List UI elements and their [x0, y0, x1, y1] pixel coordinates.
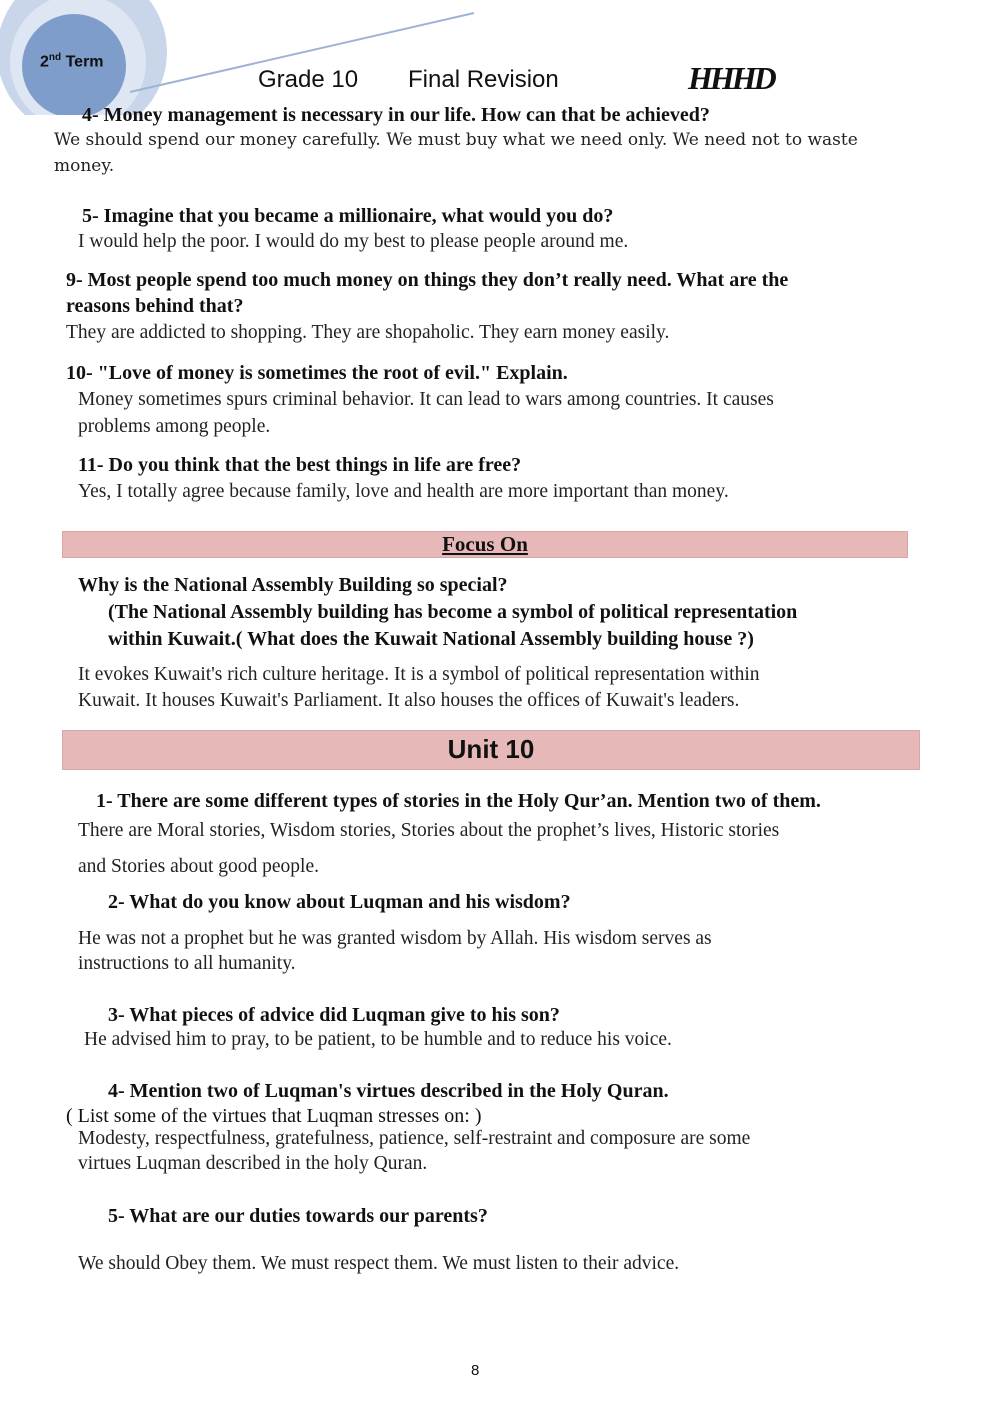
- term-label: Term: [65, 53, 104, 71]
- question-note: ( List some of the virtues that Luqman stresses on: ): [66, 1105, 482, 1127]
- answer-line: Yes, I totally agree because family, love and health are more important than money.: [78, 481, 729, 502]
- page-number: 8: [471, 1362, 480, 1379]
- question: reasons behind that?: [66, 295, 244, 317]
- answer-line: He was not a prophet but he was granted wisdom by Allah. His wisdom serves as: [78, 928, 712, 949]
- question: (The National Assembly building has become a symbol of political representation: [108, 601, 798, 623]
- answer-line: money.: [54, 156, 115, 176]
- answer-line: Money sometimes spurs criminal behavior. It can lead to wars among countries. It causes: [78, 389, 774, 410]
- answer-line: problems among people.: [78, 416, 271, 437]
- focus-on-heading: Focus On: [442, 532, 528, 556]
- question: 11- Do you think that the best things in life are free?: [78, 454, 522, 476]
- logo: HHHD: [688, 60, 774, 96]
- question: 5- Imagine that you became a millionaire, what would you do?: [82, 205, 614, 227]
- answer-line: There are Moral stories, Wisdom stories, Stories about the prophet’s lives, Historic stories: [78, 820, 780, 841]
- answer-line: We should Obey them. We must respect them. We must listen to their advice.: [78, 1253, 680, 1274]
- focus-on-banner: [62, 531, 908, 558]
- answer-line: He advised him to pray, to be patient, to be humble and to reduce his voice.: [84, 1029, 672, 1050]
- grade-label: Grade 10: [258, 66, 359, 93]
- unit-heading: Unit 10: [447, 734, 535, 764]
- answer-line: Kuwait. It houses Kuwait's Parliament. It also houses the offices of Kuwait's leaders.: [78, 690, 740, 711]
- answer-line: I would help the poor. I would do my best to please people around me.: [78, 231, 629, 252]
- term-number: 2: [40, 53, 49, 71]
- question: 4- Money management is necessary in our life. How can that be achieved?: [82, 104, 710, 126]
- question: Why is the National Assembly Building so special?: [78, 574, 508, 596]
- term-suffix: nd: [48, 52, 62, 63]
- answer-line: Modesty, respectfulness, gratefulness, patience, self-restraint and composure are some: [78, 1128, 751, 1149]
- answer-line: and Stories about good people.: [78, 856, 319, 877]
- answer-line: It evokes Kuwait's rich culture heritage. It is a symbol of political representation within: [78, 664, 760, 685]
- question: 3- What pieces of advice did Luqman give to his son?: [108, 1004, 560, 1026]
- question: within Kuwait.( What does the Kuwait National Assembly building house ?): [108, 628, 754, 650]
- document-title: Final Revision: [408, 66, 559, 93]
- question: 4- Mention two of Luqman's virtues described in the Holy Quran.: [108, 1080, 669, 1102]
- answer-line: instructions to all humanity.: [78, 953, 296, 974]
- answer-line: They are addicted to shopping. They are shopaholic. They earn money easily.: [66, 322, 670, 343]
- term-badge: [40, 52, 104, 71]
- answer-line: virtues Luqman described in the holy Quran.: [78, 1153, 428, 1174]
- question: 10- "Love of money is sometimes the root of evil." Explain.: [66, 362, 568, 384]
- question: 2- What do you know about Luqman and his wisdom?: [108, 891, 571, 913]
- answer-line: We should spend our money carefully. We must buy what we need only. We need not to waste: [54, 130, 858, 150]
- unit-banner: [62, 730, 920, 770]
- question: 5- What are our duties towards our parents?: [108, 1205, 488, 1227]
- question: 9- Most people spend too much money on things they don’t really need. What are the: [66, 269, 789, 291]
- question: 1- There are some different types of stories in the Holy Qur’an. Mention two of them.: [96, 790, 821, 812]
